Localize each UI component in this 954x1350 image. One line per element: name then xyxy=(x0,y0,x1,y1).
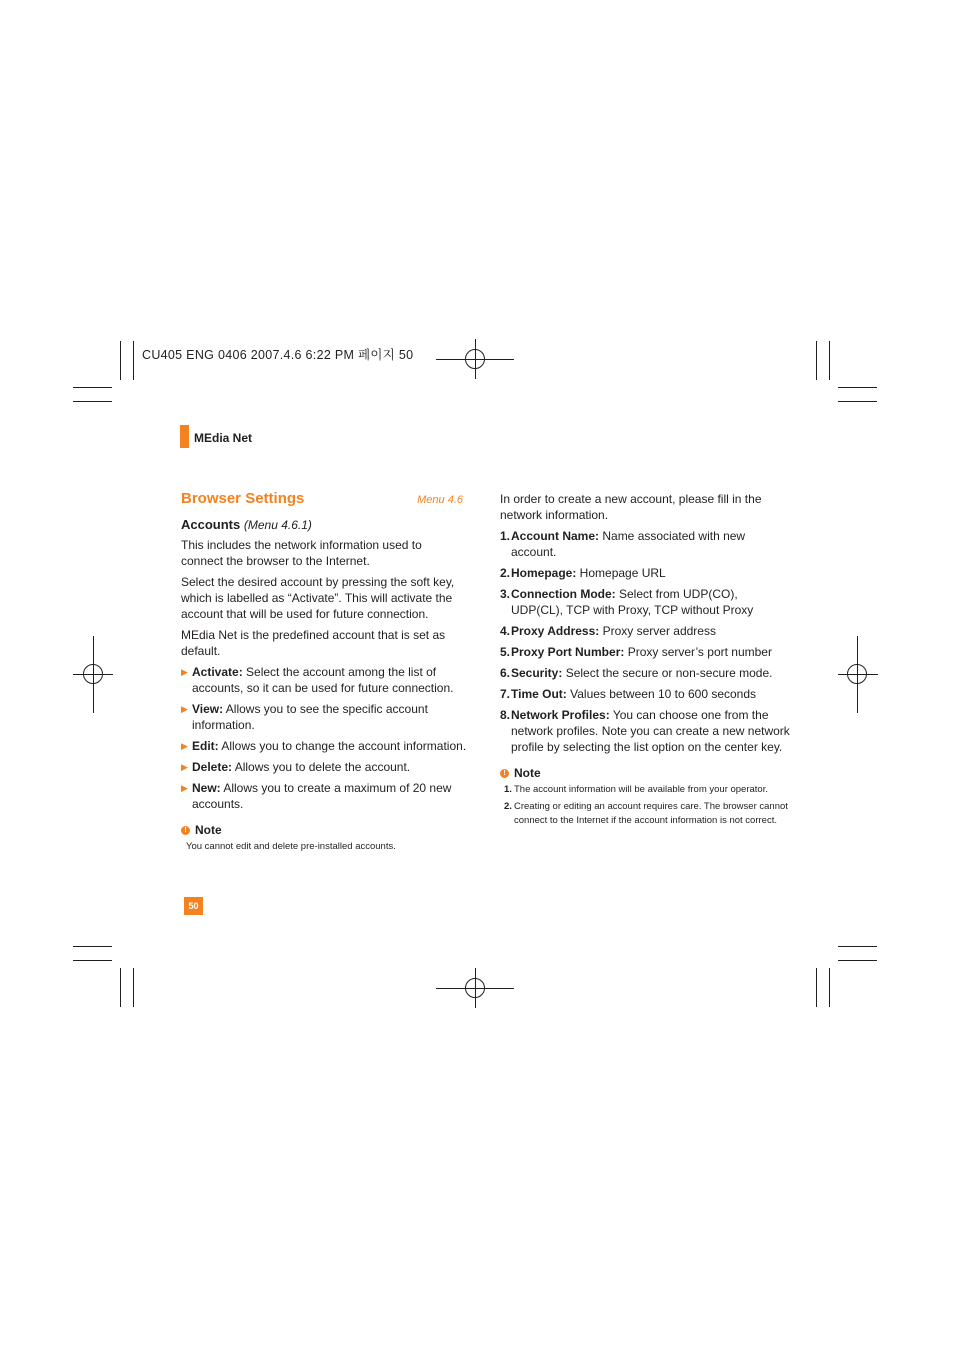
paragraph: Select the desired account by pressing the soft key, which is labelled as “Activate”. This will activate the account that will be used for future connection. xyxy=(181,575,455,621)
left-column xyxy=(181,491,467,855)
numbered-item: 4. Proxy Address: Proxy server address xyxy=(500,624,716,638)
note-alert-icon: ! xyxy=(500,769,509,778)
bullet-arrow-icon: ▶ xyxy=(181,704,188,714)
bullet-arrow-icon: ▶ xyxy=(181,741,188,751)
note-item: 1. The account information will be available from your operator. xyxy=(504,784,768,795)
bullet-arrow-icon: ▶ xyxy=(181,783,188,793)
bullet-item: ▶ Delete: Allows you to delete the account. xyxy=(181,760,411,774)
menu-reference: Menu 4.6 xyxy=(417,494,463,506)
intro-paragraph: In order to create a new account, please fill in the network information. xyxy=(500,492,762,522)
note-item: 2. Creating or editing an account requires care. The browser cannot connect to the Internet if the account information is not correct. xyxy=(504,800,788,826)
numbered-item: 3. Connection Mode: Select from UDP(CO), UDP(CL), TCP with Proxy, TCP without Proxy xyxy=(500,587,754,617)
numbered-item: 7. Time Out: Values between 10 to 600 seconds xyxy=(500,687,757,701)
print-slug: CU405 ENG 0406 2007.4.6 6:22 PM 페이지 50 xyxy=(142,348,414,362)
note-heading: ! Note xyxy=(181,822,467,838)
bullet-item: ▶ Activate: Select the account among the list of accounts, so it can be used for future connection. xyxy=(181,665,454,695)
numbered-item: 2. Homepage: Homepage URL xyxy=(500,566,666,580)
note-text: You cannot edit and delete pre-installed accounts. xyxy=(186,841,396,852)
heading-row xyxy=(181,491,467,508)
bullet-item: ▶ View: Allows you to see the specific account information. xyxy=(181,702,428,732)
paragraph: MEdia Net is the predefined account that is set as default. xyxy=(181,628,446,658)
page-number: 50 xyxy=(184,897,203,915)
bullet-item: ▶ Edit: Allows you to change the account information. xyxy=(181,739,467,753)
numbered-item: 5. Proxy Port Number: Proxy server’s port number xyxy=(500,645,772,659)
bullet-arrow-icon: ▶ xyxy=(181,762,188,772)
note-alert-icon: ! xyxy=(181,826,190,835)
numbered-item: 8. Network Profiles: You can choose one from the network profiles. Note you can create a new network profile by selecting the list option on the center key. xyxy=(500,708,790,754)
page-heading: Browser Settings xyxy=(181,490,305,507)
numbered-item: 6. Security: Select the secure or non-secure mode. xyxy=(500,666,773,680)
subheading-menu-ref: (Menu 4.6.1) xyxy=(243,518,312,532)
bullet-arrow-icon: ▶ xyxy=(181,667,188,677)
numbered-item: 1. Account Name: Name associated with new account. xyxy=(500,529,746,559)
right-column xyxy=(500,491,790,831)
paragraph: This includes the network information used to connect the browser to the Internet. xyxy=(181,538,422,568)
subheading xyxy=(181,517,467,533)
note-heading: ! Note xyxy=(500,765,790,781)
section-title: MEdia Net xyxy=(194,431,253,445)
section-marker xyxy=(180,425,189,448)
subheading-text: Accounts xyxy=(181,517,241,532)
bullet-item: ▶ New: Allows you to create a maximum of 20 new accounts. xyxy=(181,781,452,811)
